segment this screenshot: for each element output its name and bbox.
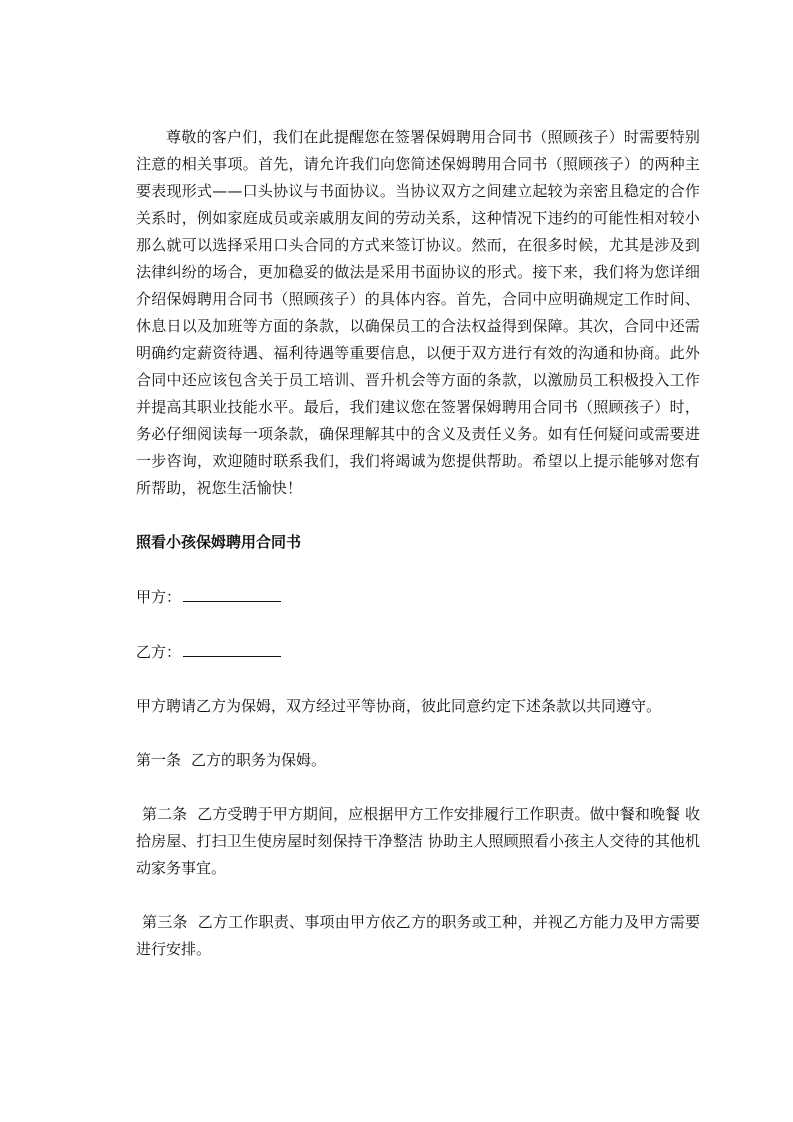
clause-2 [136,801,700,882]
party-b-label: 乙方： [136,643,182,661]
clause-1-head: 第一条 [136,751,182,769]
clause-3-head: 第三条 [142,913,188,931]
contract-preamble: 甲方聘请乙方为保姆，双方经过平等协商，彼此同意约定下述条款以共同遵守。 [136,697,662,715]
clause-1 [136,747,700,774]
contract-title: 照看小孩保姆聘用合同书 [136,533,302,551]
party-b-field [136,638,700,666]
clause-2-text: 乙方受聘于甲方期间，应根据甲方工作安排履行工作职责。做中餐和晚餐 收拾房屋、打扫卫生使房屋时刻保持干净整洁 协助主人照顾照看小孩主人交待的其他机动家务事宜。 [136,805,700,877]
party-b-blank [183,638,281,657]
party-a-blank [183,583,281,602]
party-a-field [136,583,700,611]
clause-3-text: 乙方工作职责、事项由甲方依乙方的职务或工种，并视乙方能力及甲方需要进行安排。 [136,913,700,958]
clause-1-text: 乙方的职务为保姆。 [191,751,327,769]
party-a-label: 甲方： [136,588,182,606]
document-content [136,124,700,963]
clause-2-head: 第二条 [142,805,188,823]
intro-paragraph: 尊敬的客户们，我们在此提醒您在签署保姆聘用合同书（照顾孩子）时需要特别注意的相关事项。首先，请允许我们向您简述保姆聘用合同书（照顾孩子）的两种主要表现形式——口头协议与书面协议。当协议双方之间建立起较为亲密且稳定的合作关系时，例如家庭成员或亲戚朋友间的劳动关系，这种情况下违约的可能性相对较小那么就可以选择采用口头合同的方式来签订协议。然而，在很多时候，尤其是涉及到法律纠纷的场合，更加稳妥的做法是采用书面协议的形式。接下来，我们将为您详细介绍保姆聘用合同书（照顾孩子）的具体内容。首先，合同中应明确规定工作时间、休息日以及加班等方面的条款，以确保员工的合法权益得到保障。其次，合同中还需明确约定薪资待遇、福利待遇等重要信息，以便于双方进行有效的沟通和协商。此外合同中还应该包含关于员工培训、晋升机会等方面的条款，以激励员工积极投入工作并提高其职业技能水平。最后，我们建议您在签署保姆聘用合同书（照顾孩子）时，务必仔细阅读每一项条款，确保理解其中的含义及责任义务。如有任何疑问或需要进一步咨询，欢迎随时联系我们，我们将竭诚为您提供帮助。希望以上提示能够对您有所帮助，祝您生活愉快！ [136,128,700,497]
clause-3 [136,909,700,963]
